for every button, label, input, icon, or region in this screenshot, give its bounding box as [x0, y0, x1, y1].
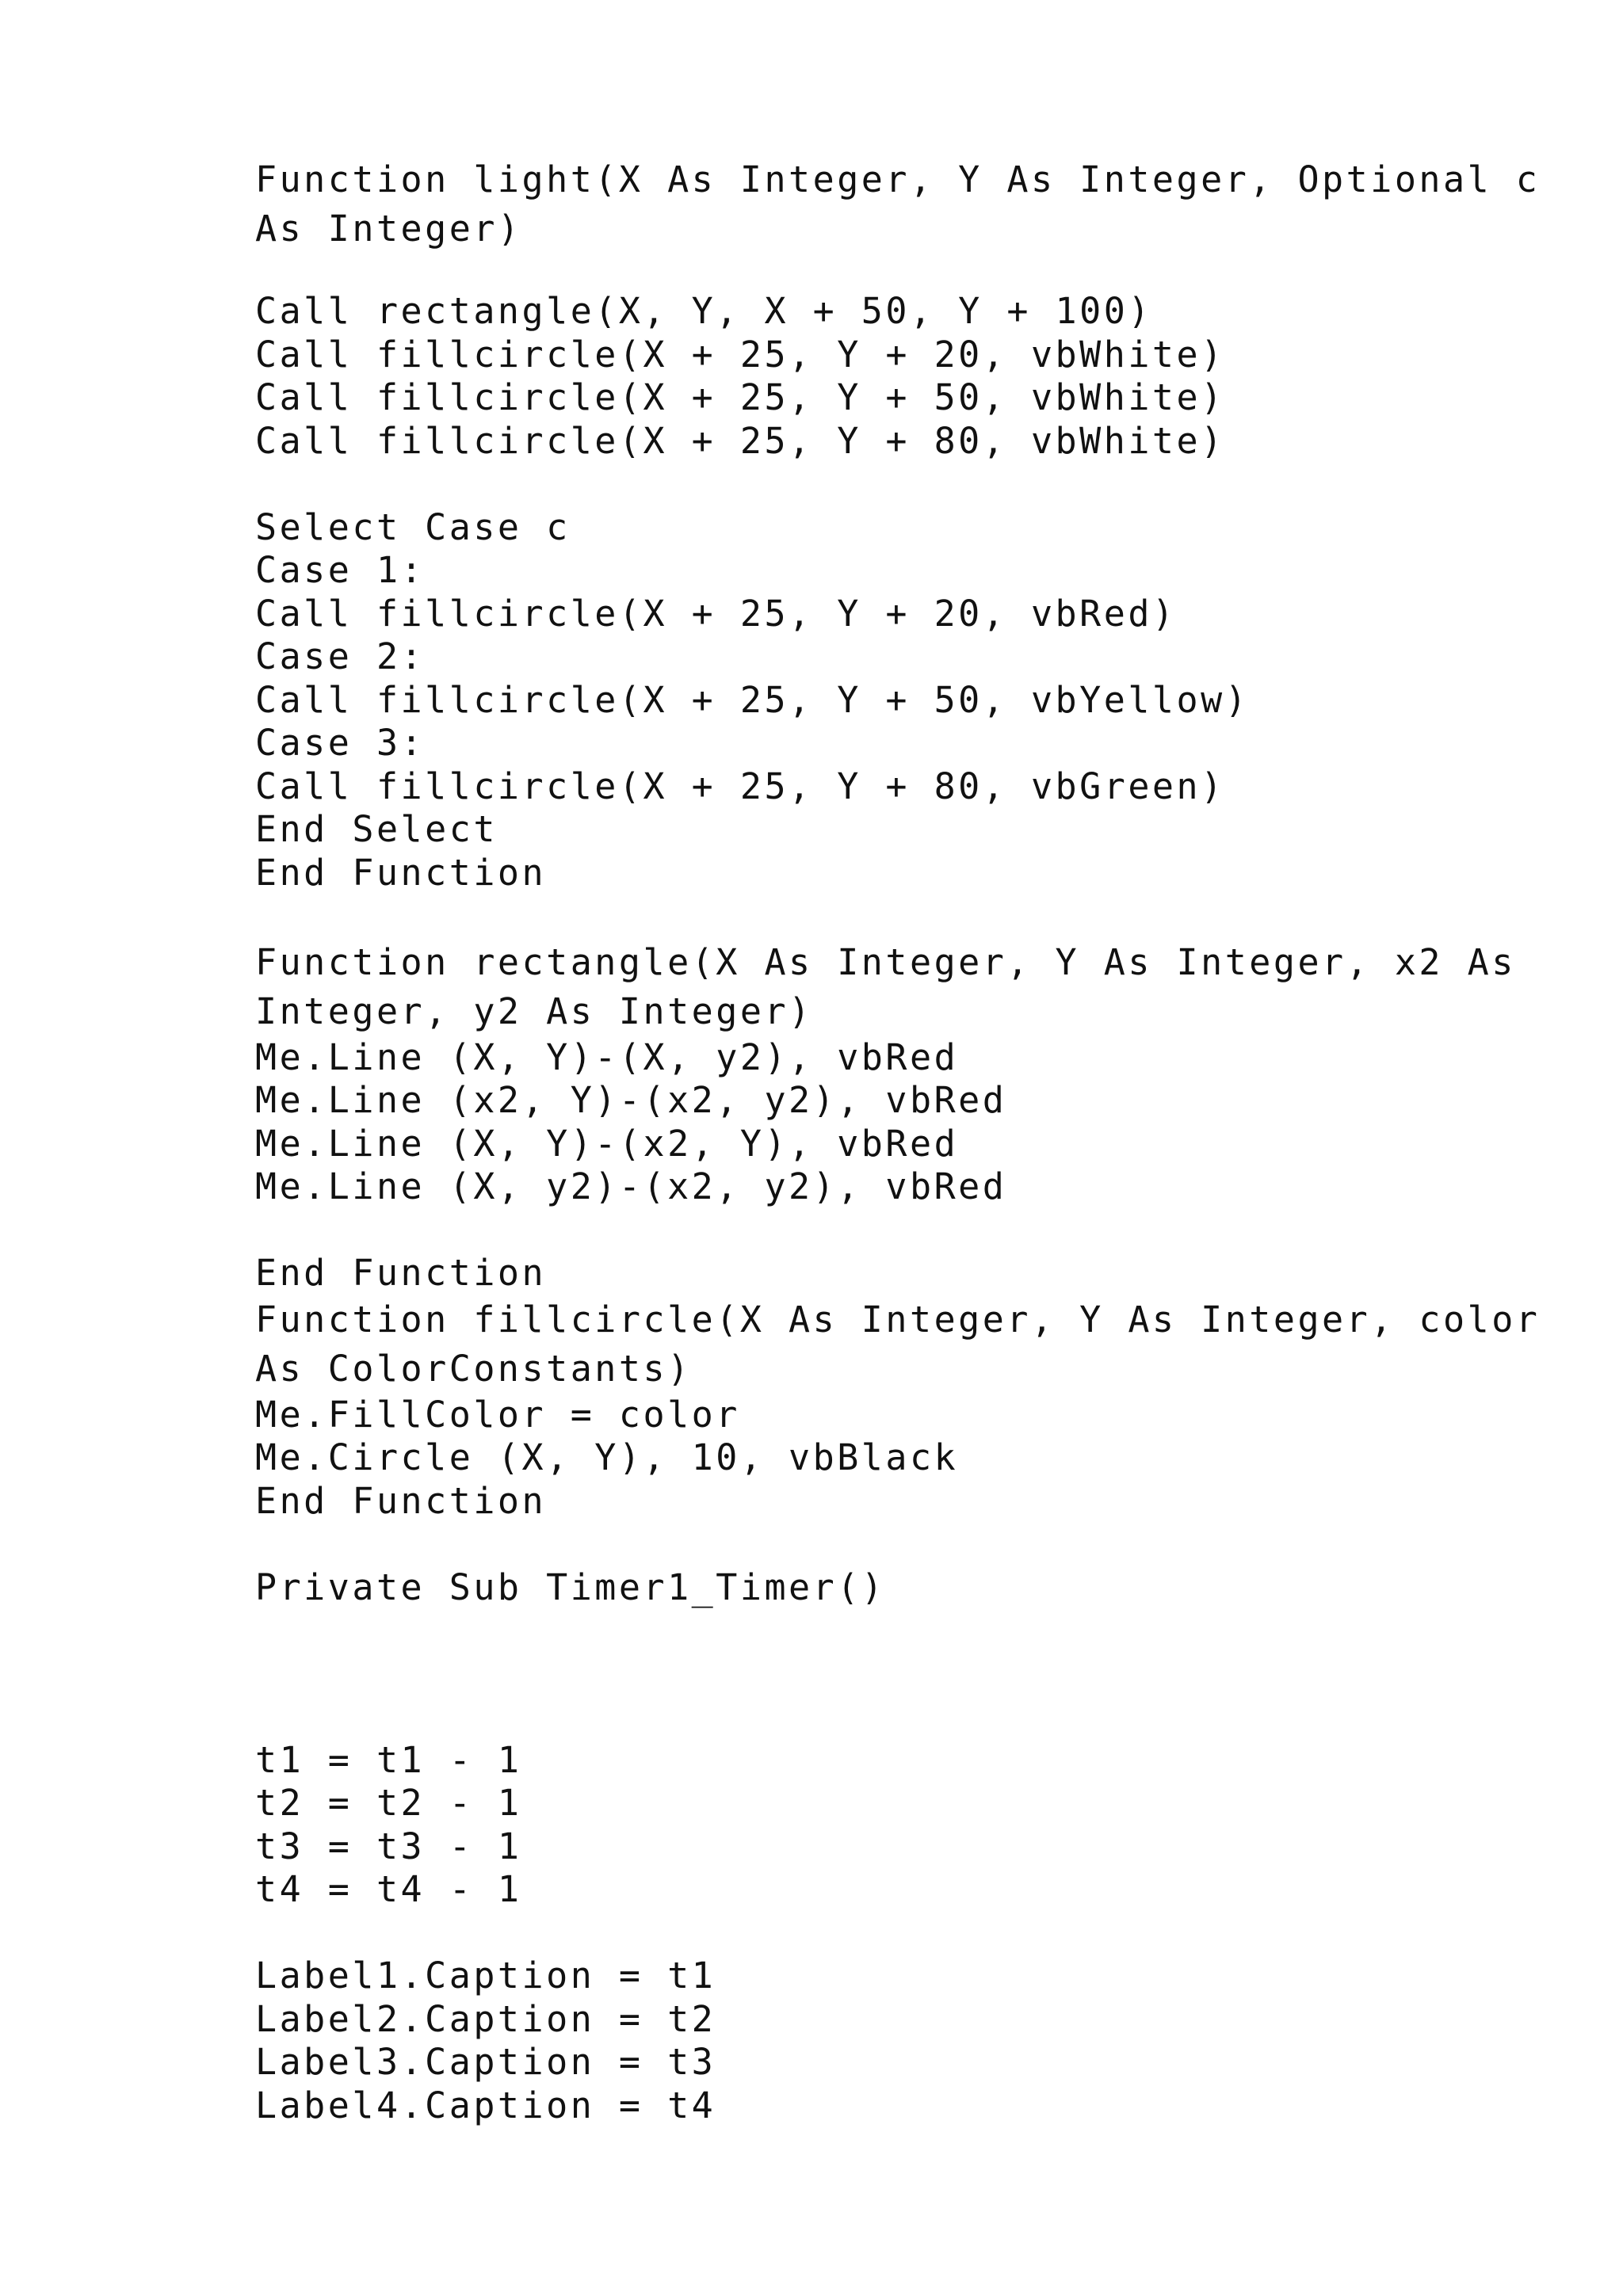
blank-line: [255, 1912, 1491, 1955]
code-line: t3 = t3 - 1: [255, 1825, 522, 1867]
code-line: Me.Line (X, Y)-(X, y2), vbRed: [255, 1035, 959, 1078]
code-listing: [255, 155, 1541, 2127]
code-line: Private Sub Timer1_Timer(): [255, 1566, 886, 1608]
code-line: End Select: [255, 808, 498, 850]
code-line: Call fillcircle(X + 25, Y + 20, vbWhite): [255, 333, 1225, 376]
code-line: Label2.Caption = t2: [255, 1997, 716, 2040]
code-line: Me.Circle (X, Y), 10, vbBlack: [255, 1436, 959, 1478]
code-line: Call fillcircle(X + 25, Y + 50, vbYellow): [255, 678, 1250, 721]
code-line: Me.Line (X, Y)-(x2, Y), vbRed: [255, 1122, 959, 1165]
code-line: Integer, y2 As Integer): [255, 990, 813, 1032]
code-line: Label3.Caption = t3: [255, 2041, 716, 2083]
blank-line: [255, 463, 1491, 506]
code-line: Function rectangle(X As Integer, Y As Integer, x2 As: [255, 940, 1516, 983]
code-line: End Function: [255, 851, 547, 894]
code-line: End Function: [255, 1252, 547, 1294]
code-line: t1 = t1 - 1: [255, 1738, 522, 1781]
code-line: Me.Line (x2, Y)-(x2, y2), vbRed: [255, 1079, 1007, 1121]
code-line: Call fillcircle(X + 25, Y + 80, vbWhite): [255, 419, 1225, 462]
code-line: Select Case c: [255, 505, 571, 548]
code-line: Call fillcircle(X + 25, Y + 50, vbWhite): [255, 376, 1225, 418]
code-line: t4 = t4 - 1: [255, 1868, 522, 1910]
code-line: Label1.Caption = t1: [255, 1955, 716, 1997]
blank-line: [255, 1523, 1491, 1566]
code-line: As ColorConstants): [255, 1347, 692, 1390]
blank-line: [255, 1609, 1491, 1695]
code-line: End Function: [255, 1479, 547, 1522]
code-line: Case 3:: [255, 722, 426, 764]
code-line: Call fillcircle(X + 25, Y + 80, vbGreen): [255, 765, 1225, 807]
code-line: Function light(X As Integer, Y As Integer, Optional c: [255, 158, 1541, 200]
blank-line: [255, 254, 1491, 290]
code-line: Case 1:: [255, 549, 426, 591]
code-line: t2 = t2 - 1: [255, 1782, 522, 1824]
code-line: Call rectangle(X, Y, X + 50, Y + 100): [255, 290, 1152, 332]
code-line: Function fillcircle(X As Integer, Y As Integer, color: [255, 1298, 1541, 1341]
blank-line: [255, 894, 1491, 938]
code-line: Me.Line (X, y2)-(x2, y2), vbRed: [255, 1165, 1007, 1207]
code-line: Me.FillColor = color: [255, 1393, 740, 1436]
code-line: Case 2:: [255, 635, 426, 677]
code-line: Call fillcircle(X + 25, Y + 20, vbRed): [255, 592, 1177, 635]
code-line: As Integer): [255, 208, 522, 250]
blank-line: [255, 1695, 1491, 1739]
code-line: Label4.Caption = t4: [255, 2084, 716, 2126]
blank-line: [255, 1209, 1491, 1253]
